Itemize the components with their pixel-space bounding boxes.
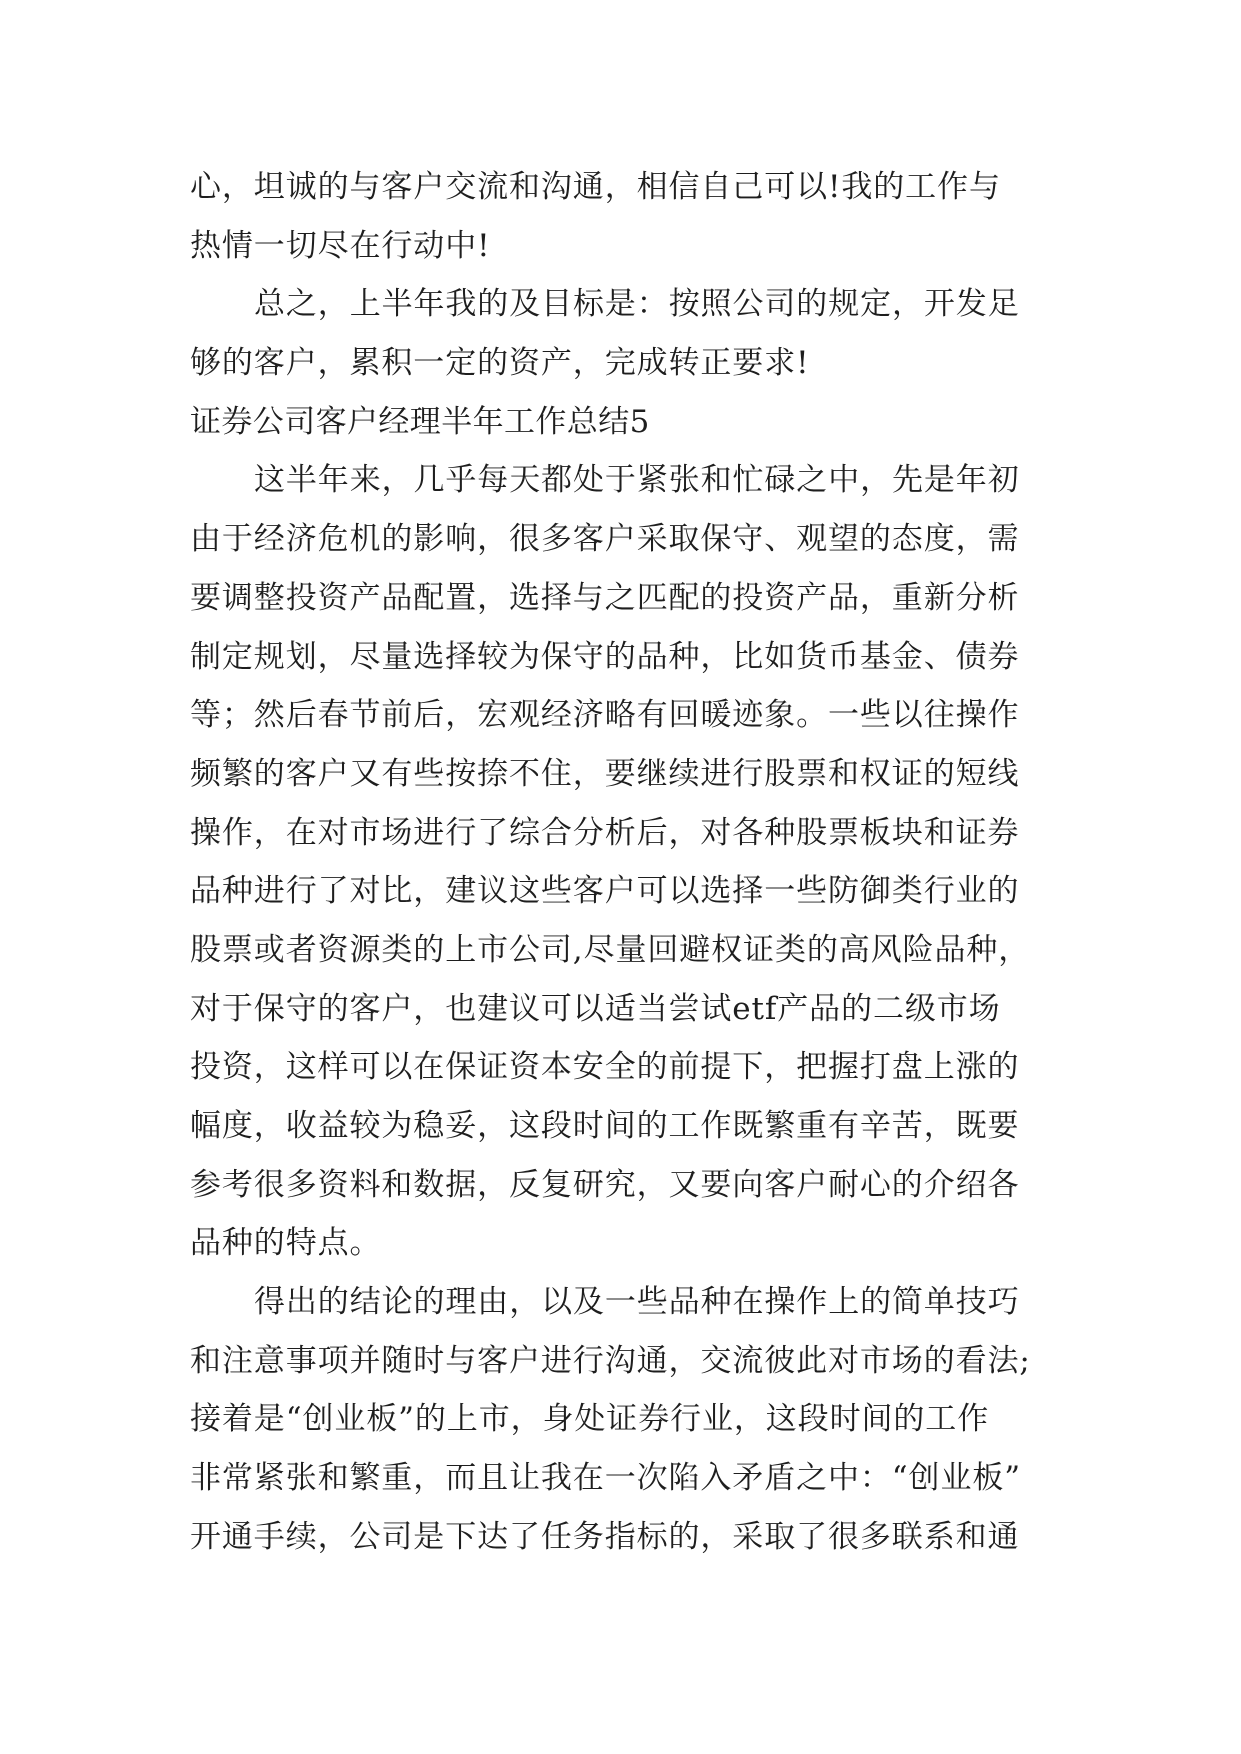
body-line: 操作，在对市场进行了综合分析后，对各种股票板块和证券 [190, 814, 1020, 851]
body-line: 参考很多资料和数据，反复研究，又要向客户耐心的介绍各 [190, 1166, 1020, 1203]
paragraph-start-line: 总之，上半年我的及目标是：按照公司的规定，开发足 [254, 286, 1020, 323]
body-line: 投资，这样可以在保证资本安全的前提下，把握打盘上涨的 [190, 1049, 1020, 1086]
paragraph-start-line: 这半年来，几乎每天都处于紧张和忙碌之中，先是年初 [254, 462, 1020, 499]
section-heading: 证券公司客户经理半年工作总结5 [190, 403, 650, 440]
body-line: 品种的特点。 [190, 1225, 382, 1262]
body-line: 等；然后春节前后，宏观经济略有回暖迹象。一些以往操作 [190, 697, 1020, 734]
body-line: 频繁的客户又有些按捺不住，要继续进行股票和权证的短线 [190, 755, 1020, 792]
body-line: 要调整投资产品配置，选择与之匹配的投资产品，重新分析 [190, 579, 1020, 616]
paragraph-start-line: 得出的结论的理由，以及一些品种在操作上的简单技巧 [254, 1284, 1020, 1321]
body-line: 接着是“创业板”的上市，身处证券行业，这段时间的工作 [190, 1401, 990, 1438]
body-line: 热情一切尽在行动中! [190, 227, 491, 264]
body-line: 心，坦诚的与客户交流和沟通，相信自己可以!我的工作与 [190, 169, 1001, 205]
body-line: 制定规划，尽量选择较为保守的品种，比如货币基金、债券 [190, 638, 1020, 675]
body-line: 对于保守的客户，也建议可以适当尝试etf产品的二级市场 [190, 990, 1001, 1027]
body-line: 非常紧张和繁重，而且让我在一次陷入矛盾之中：“创业板” [190, 1460, 1021, 1497]
body-line: 够的客户，累积一定的资产，完成转正要求! [190, 345, 810, 382]
body-line: 幅度，收益较为稳妥，这段时间的工作既繁重有辛苦，既要 [190, 1108, 1020, 1144]
body-line: 和注意事项并随时与客户进行沟通，交流彼此对市场的看法; [190, 1342, 1031, 1379]
body-line: 品种进行了对比，建议这些客户可以选择一些防御类行业的 [190, 873, 1020, 910]
body-line: 由于经济危机的影响，很多客户采取保守、观望的态度，需 [190, 521, 1020, 558]
document-body [190, 158, 1052, 1567]
body-line: 开通手续，公司是下达了任务指标的，采取了很多联系和通 [190, 1518, 1020, 1555]
body-line: 股票或者资源类的上市公司,尽量回避权证类的高风险品种， [190, 931, 1031, 968]
